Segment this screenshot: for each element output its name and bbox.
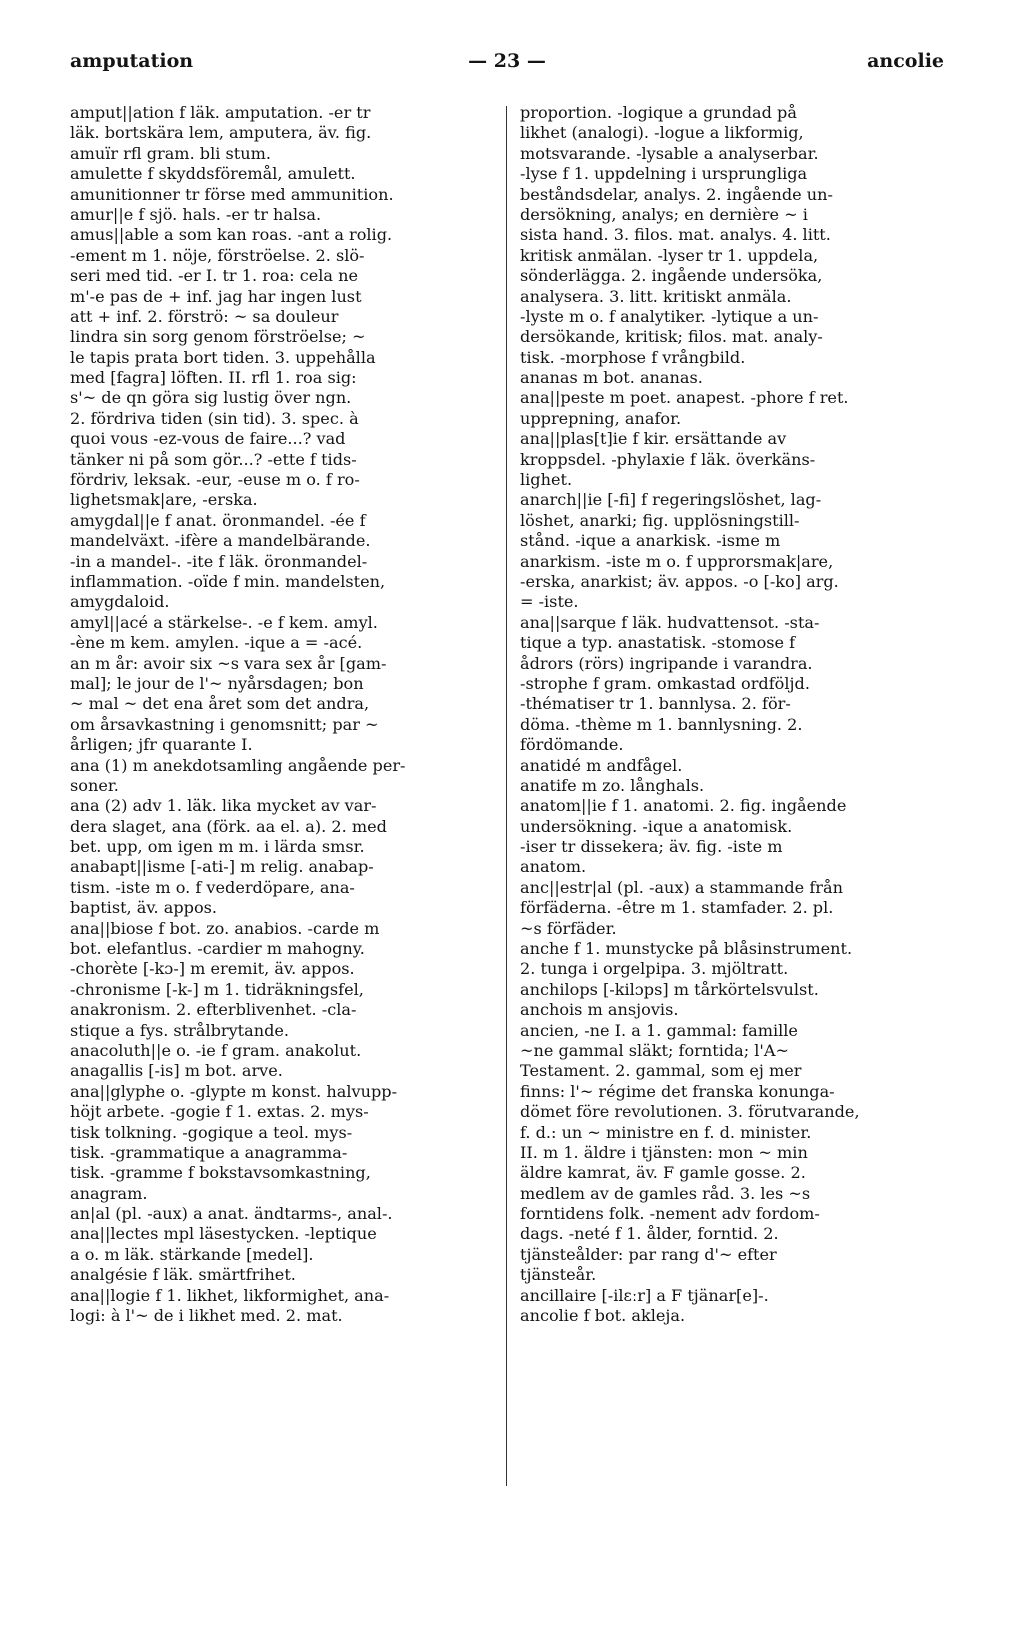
entry-line: an m år: avoir six ~s vara sex år [gam- bbox=[70, 653, 387, 673]
entry-line: sista hand. 3. filos. mat. analys. 4. litt. bbox=[520, 225, 831, 245]
entry-line: anatom||ie f 1. anatomi. 2. fig. ingående bbox=[520, 796, 847, 816]
entry-line: -chorète [-kɔ-] m eremit, äv. appos. bbox=[70, 959, 355, 979]
entry-line: stique a fys. strålbrytande. bbox=[70, 1020, 290, 1040]
entry-line: ana (1) m anekdotsamling angående per- bbox=[70, 755, 406, 775]
entry-line: s'~ de qn göra sig lustig över ngn. bbox=[70, 388, 352, 408]
entry-line: ana||logie f 1. likhet, likformighet, ana- bbox=[70, 1285, 390, 1305]
entry-line: tänker ni på som gör...? -ette f tids- bbox=[70, 449, 357, 469]
running-header bbox=[70, 50, 944, 80]
entry-line: att + inf. 2. förströ: ~ sa douleur bbox=[70, 306, 339, 326]
entry-line: beståndsdelar, analys. 2. ingående un- bbox=[520, 184, 833, 204]
entry-line: fördriv, leksak. -eur, -euse m o. f ro- bbox=[70, 470, 360, 490]
entry-line: -in a mandel-. -ite f läk. öronmandel- bbox=[70, 551, 368, 571]
entry-line: anabapt||isme [-ati-] m relig. anabap- bbox=[70, 857, 374, 877]
entry-line: lindra sin sorg genom förströelse; ~ bbox=[70, 327, 366, 347]
entry-line: logi: à l'~ de i likhet med. 2. mat. bbox=[70, 1306, 343, 1326]
entry-line: finns: l'~ régime det franska konunga- bbox=[520, 1081, 835, 1101]
entry-line: II. m 1. äldre i tjänsten: mon ~ min bbox=[520, 1142, 808, 1162]
entry-line: löshet, anarki; fig. upplösningstill- bbox=[520, 510, 800, 530]
entry-line: anatidé m andfågel. bbox=[520, 755, 683, 775]
entry-line: -ène m kem. amylen. -ique a = -acé. bbox=[70, 633, 363, 653]
entry-line: äldre kamrat, äv. F gamle gosse. 2. bbox=[520, 1163, 806, 1183]
entry-line: ana||peste m poet. anapest. -phore f ret. bbox=[520, 388, 849, 408]
entry-line: med [fagra] löften. II. rfl 1. roa sig: bbox=[70, 368, 357, 388]
entry-line: amygdal||e f anat. öronmandel. -ée f bbox=[70, 510, 366, 530]
entry-line: le tapis prata bort tiden. 3. uppehålla bbox=[70, 347, 376, 367]
entry-line: dömet före revolutionen. 3. förutvarande, bbox=[520, 1102, 860, 1122]
entry-line: 2. tunga i orgelpipa. 3. mjöltratt. bbox=[520, 959, 789, 979]
entry-line: amuïr rfl gram. bli stum. bbox=[70, 143, 271, 163]
entry-line: anchilops [-kilɔps] m tårkörtelsvulst. bbox=[520, 979, 819, 999]
entry-line: ~ne gammal släkt; forntida; l'A~ bbox=[520, 1040, 789, 1060]
entry-line: stånd. -ique a anarkisk. -isme m bbox=[520, 531, 781, 551]
entry-line: tisk. -grammatique a anagramma- bbox=[70, 1142, 348, 1162]
entry-line: ~s förfäder. bbox=[520, 918, 617, 938]
entry-line: tism. -iste m o. f vederdöpare, ana- bbox=[70, 877, 355, 897]
entry-line: om årsavkastning i genomsnitt; par ~ bbox=[70, 714, 379, 734]
entry-line: 2. fördriva tiden (sin tid). 3. spec. à bbox=[70, 408, 359, 428]
entry-line: m'-e pas de + inf. jag har ingen lust bbox=[70, 286, 362, 306]
entry-line: tique a typ. anastatisk. -stomose f bbox=[520, 633, 796, 653]
entry-line: läk. bortskära lem, amputera, äv. fig. bbox=[70, 123, 372, 143]
entry-line: anchois m ansjovis. bbox=[520, 1000, 679, 1020]
right-column bbox=[520, 103, 945, 1326]
entry-line: undersökning. -ique a anatomisk. bbox=[520, 816, 793, 836]
entry-line: anarkism. -iste m o. f upprorsmak|are, bbox=[520, 551, 834, 571]
entry-line: tjänsteår. bbox=[520, 1265, 597, 1285]
entry-line: tisk tolkning. -gogique a teol. mys- bbox=[70, 1122, 353, 1142]
entry-line: an|al (pl. -aux) a anat. ändtarms-, anal-. bbox=[70, 1204, 393, 1224]
entry-line: amunitionner tr förse med ammunition. bbox=[70, 184, 394, 204]
entry-line: analgésie f läk. smärtfrihet. bbox=[70, 1265, 296, 1285]
entry-line: anatife m zo. långhals. bbox=[520, 775, 705, 795]
entry-line: ana||plas[t]ie f kir. ersättande av bbox=[520, 429, 787, 449]
entry-line: amygdaloid. bbox=[70, 592, 170, 612]
entry-line: proportion. -logique a grundad på bbox=[520, 103, 797, 122]
right-guideword: ancolie bbox=[867, 50, 944, 72]
entry-line: bet. upp, om igen m m. i lärda smsr. bbox=[70, 837, 365, 857]
entry-line: anagallis [-is] m bot. arve. bbox=[70, 1061, 283, 1081]
entry-line: ana||sarque f läk. hudvattensot. -sta- bbox=[520, 612, 820, 632]
entry-line: dersökning, analys; en dernière ~ i bbox=[520, 204, 808, 224]
entry-line: anagram. bbox=[70, 1183, 148, 1203]
entry-line: amus||able a som kan roas. -ant a rolig. bbox=[70, 225, 393, 245]
entry-line: förfäderna. -être m 1. stamfader. 2. pl. bbox=[520, 898, 834, 918]
entry-line: tisk. -morphose f vrångbild. bbox=[520, 347, 746, 367]
entry-line: amyl||acé a stärkelse-. -e f kem. amyl. bbox=[70, 612, 378, 632]
entry-line: kritisk anmälan. -lyser tr 1. uppdela, bbox=[520, 245, 819, 265]
entry-line: mandelväxt. -ifère a mandelbärande. bbox=[70, 531, 371, 551]
entry-line: motsvarande. -lysable a analyserbar. bbox=[520, 143, 819, 163]
entry-line: -iser tr dissekera; äv. fig. -iste m bbox=[520, 837, 783, 857]
entry-line: ana||biose f bot. zo. anabios. -carde m bbox=[70, 918, 380, 938]
entry-line: ancolie f bot. akleja. bbox=[520, 1306, 686, 1326]
left-guideword: amputation bbox=[70, 50, 194, 72]
entry-line: -strophe f gram. omkastad ordföljd. bbox=[520, 673, 810, 693]
entry-line: -chronisme [-k-] m 1. tidräkningsfel, bbox=[70, 979, 364, 999]
entry-line: f. d.: un ~ ministre en f. d. minister. bbox=[520, 1122, 812, 1142]
entry-line: ådrors (rörs) ingripande i varandra. bbox=[520, 653, 813, 673]
entry-line: likhet (analogi). -logue a likformig, bbox=[520, 123, 804, 143]
entry-line: bot. elefantlus. -cardier m mahogny. bbox=[70, 939, 365, 959]
entry-line: ananas m bot. ananas. bbox=[520, 368, 703, 388]
entry-line: tisk. -gramme f bokstavsomkastning, bbox=[70, 1163, 371, 1183]
entry-line: quoi vous -ez-vous de faire...? vad bbox=[70, 429, 346, 449]
entry-line: lighet. bbox=[520, 470, 573, 490]
entry-line: -erska, anarkist; äv. appos. -o [-ko] arg. bbox=[520, 571, 839, 591]
entry-line: -thématiser tr 1. bannlysa. 2. för- bbox=[520, 694, 791, 714]
entry-line: höjt arbete. -gogie f 1. extas. 2. mys- bbox=[70, 1102, 369, 1122]
left-column bbox=[70, 103, 495, 1326]
entry-line: anacoluth||e o. -ie f gram. anakolut. bbox=[70, 1040, 362, 1060]
entry-line: baptist, äv. appos. bbox=[70, 898, 218, 918]
entry-line: medlem av de gamles råd. 3. les ~s bbox=[520, 1183, 811, 1203]
entry-line: -lyste m o. f analytiker. -lytique a un- bbox=[520, 306, 819, 326]
entry-line: inflammation. -oïde f min. mandelsten, bbox=[70, 571, 386, 591]
entry-line: sönderlägga. 2. ingående undersöka, bbox=[520, 266, 823, 286]
entry-line: anc||estr|al (pl. -aux) a stammande från bbox=[520, 877, 843, 897]
entry-line: ana (2) adv 1. läk. lika mycket av var- bbox=[70, 796, 377, 816]
column-divider bbox=[506, 106, 507, 1486]
entry-line: seri med tid. -er I. tr 1. roa: cela ne bbox=[70, 266, 358, 286]
entry-line: döma. -thème m 1. bannlysning. 2. bbox=[520, 714, 803, 734]
entry-line: -ement m 1. nöje, förströelse. 2. slö- bbox=[70, 245, 365, 265]
entry-line: forntidens folk. -nement adv fordom- bbox=[520, 1204, 820, 1224]
entry-line: ancien, -ne I. a 1. gammal: famille bbox=[520, 1020, 798, 1040]
entry-line: ana||glyphe o. -glypte m konst. halvupp- bbox=[70, 1081, 398, 1101]
entry-line: kroppsdel. -phylaxie f läk. överkäns- bbox=[520, 449, 816, 469]
entry-line: anche f 1. munstycke på blåsinstrument. bbox=[520, 939, 853, 959]
entry-line: anarch||ie [-fi] f regeringslöshet, lag- bbox=[520, 490, 822, 510]
entry-line: soner. bbox=[70, 775, 119, 795]
entry-line: amulette f skyddsföremål, amulett. bbox=[70, 164, 356, 184]
entry-line: ~ mal ~ det ena året som det andra, bbox=[70, 694, 370, 714]
entry-line: dersökande, kritisk; filos. mat. analy- bbox=[520, 327, 823, 347]
entry-line: anatom. bbox=[520, 857, 587, 877]
entry-line: = -iste. bbox=[520, 592, 579, 612]
entry-line: tjänsteålder: par rang d'~ efter bbox=[520, 1244, 777, 1264]
entry-line: lighetsmak|are, -erska. bbox=[70, 490, 258, 510]
entry-line: Testament. 2. gammal, som ej mer bbox=[520, 1061, 802, 1081]
entry-line: dags. -neté f 1. ålder, forntid. 2. bbox=[520, 1224, 779, 1244]
entry-line: amput||ation f läk. amputation. -er tr bbox=[70, 103, 371, 122]
entry-line: årligen; jfr quarante I. bbox=[70, 735, 253, 755]
entry-line: mal]; le jour de l'~ nyårsdagen; bon bbox=[70, 673, 364, 693]
entry-line: amur||e f sjö. hals. -er tr halsa. bbox=[70, 204, 322, 224]
entry-line: fördömande. bbox=[520, 735, 624, 755]
entry-line: upprepning, anafor. bbox=[520, 408, 682, 428]
entry-line: analysera. 3. litt. kritiskt anmäla. bbox=[520, 286, 792, 306]
page-number: — 23 — bbox=[468, 50, 546, 72]
entry-line: a o. m läk. stärkande [medel]. bbox=[70, 1244, 314, 1264]
entry-line: anakronism. 2. efterblivenhet. -cla- bbox=[70, 1000, 357, 1020]
entry-line: dera slaget, ana (förk. aa el. a). 2. med bbox=[70, 816, 387, 836]
entry-line: ancillaire [-ilɛːr] a F tjänar[e]-. bbox=[520, 1285, 769, 1305]
entry-line: ana||lectes mpl läsestycken. -leptique bbox=[70, 1224, 377, 1244]
entry-line: -lyse f 1. uppdelning i ursprungliga bbox=[520, 164, 808, 184]
